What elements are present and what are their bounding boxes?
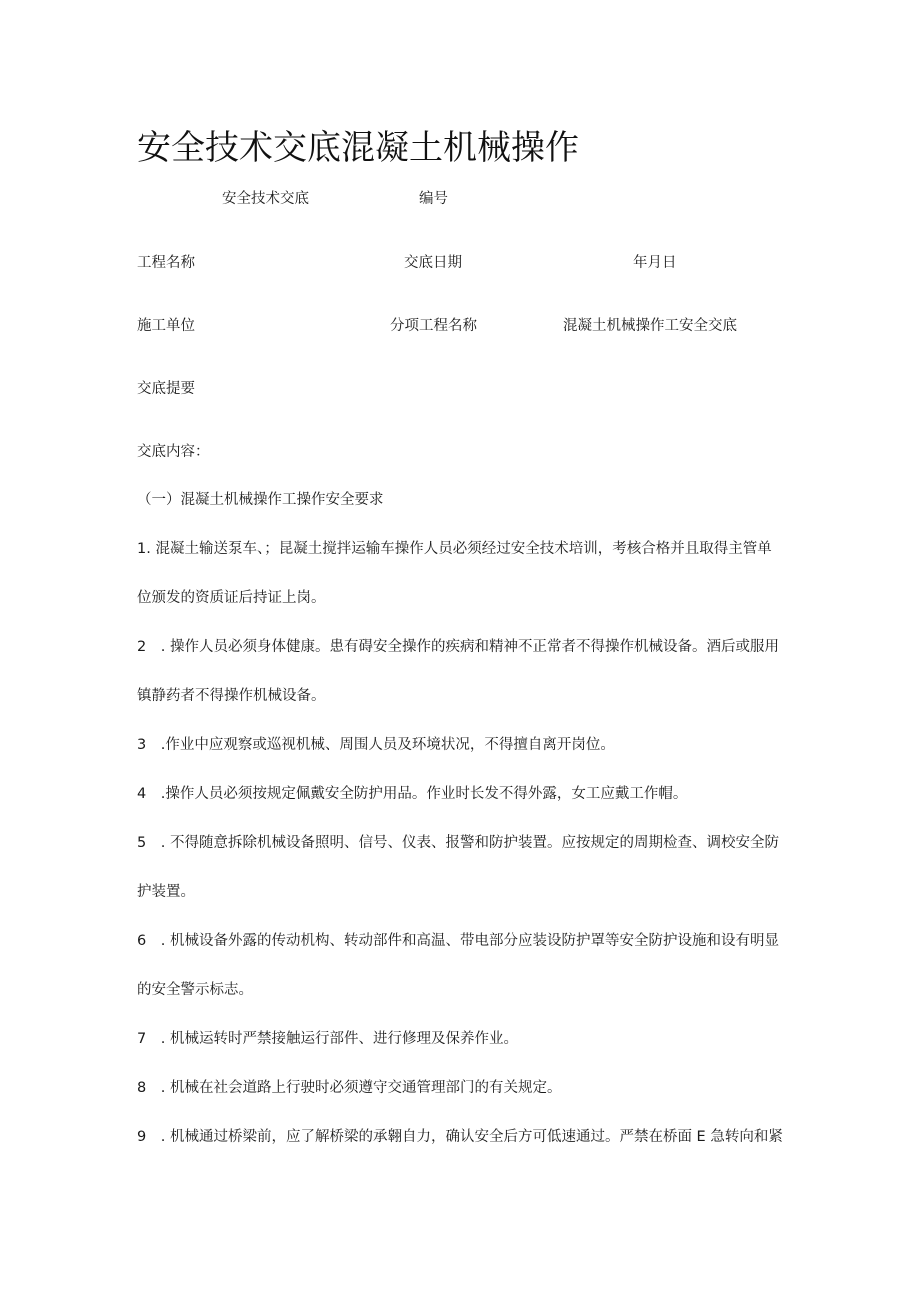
list-item-6-line-2: 的安全警示标志。 bbox=[137, 982, 253, 998]
date-label: 交底日期 bbox=[404, 255, 462, 271]
list-item-3-line-1: 3 .作业中应观察或巡视机械、周围人员及环境状况，不得擅自离开岗位。 bbox=[137, 737, 615, 753]
content-label: 交底内容： bbox=[137, 444, 210, 460]
list-item-6-line-1: 6 . 机械设备外露的传动机构、转动部件和高温、带电部分应装设防护罩等安全防护设施和设有明显 bbox=[137, 933, 779, 949]
document-title: 安全技术交底混凝土机械操作 bbox=[137, 128, 579, 168]
number-label: 编号 bbox=[419, 191, 448, 207]
section-heading: （一）混凝土机械操作工操作安全要求 bbox=[137, 492, 384, 508]
list-item-9-line-1: 9 . 机械通过桥梁前，应了解桥梁的承翱自力，确认安全后方可低速通过。严禁在桥面 E 急转向和紧 bbox=[137, 1129, 783, 1145]
list-item-2-line-2: 镇静药者不得操作机械设备。 bbox=[137, 688, 326, 704]
list-item-8-line-1: 8 . 机械在社会道路上行驶时必须遵守交通管理部门的有关规定。 bbox=[137, 1080, 562, 1096]
list-item-5-line-1: 5 . 不得随意拆除机械设备照明、信号、仪表、报警和防护装置。应按规定的周期检查、调校安全防 bbox=[137, 835, 779, 851]
date-value: 年月日 bbox=[633, 255, 677, 271]
project-name-label: 工程名称 bbox=[137, 255, 195, 271]
sub-project-value: 混凝土机械操作工安全交底 bbox=[563, 318, 737, 334]
list-item-4-line-1: 4 .操作人员必须按规定佩戴安全防护用品。作业时长发不得外露，女工应戴工作帽。 bbox=[137, 786, 688, 802]
summary-label: 交底提要 bbox=[137, 381, 195, 397]
header-label: 安全技术交底 bbox=[222, 191, 309, 207]
list-item-1-line-2: 位颁发的资质证后持证上岗。 bbox=[137, 590, 326, 606]
list-item-7-line-1: 7 . 机械运转时严禁接触运行部件、进行修理及保养作业。 bbox=[137, 1031, 518, 1047]
list-item-5-line-2: 护装置。 bbox=[137, 884, 195, 900]
list-item-1-line-1: 1. 混凝土输送泵车、；昆凝土搅拌运输车操作人员必须经过安全技术培训，考核合格并且取得主管单 bbox=[137, 541, 772, 557]
sub-project-label: 分项工程名称 bbox=[390, 318, 477, 334]
unit-label: 施工单位 bbox=[137, 318, 195, 334]
list-item-2-line-1: 2 . 操作人员必须身体健康。患有碍安全操作的疾病和精神不正常者不得操作机械设备。酒后或服用 bbox=[137, 639, 779, 655]
